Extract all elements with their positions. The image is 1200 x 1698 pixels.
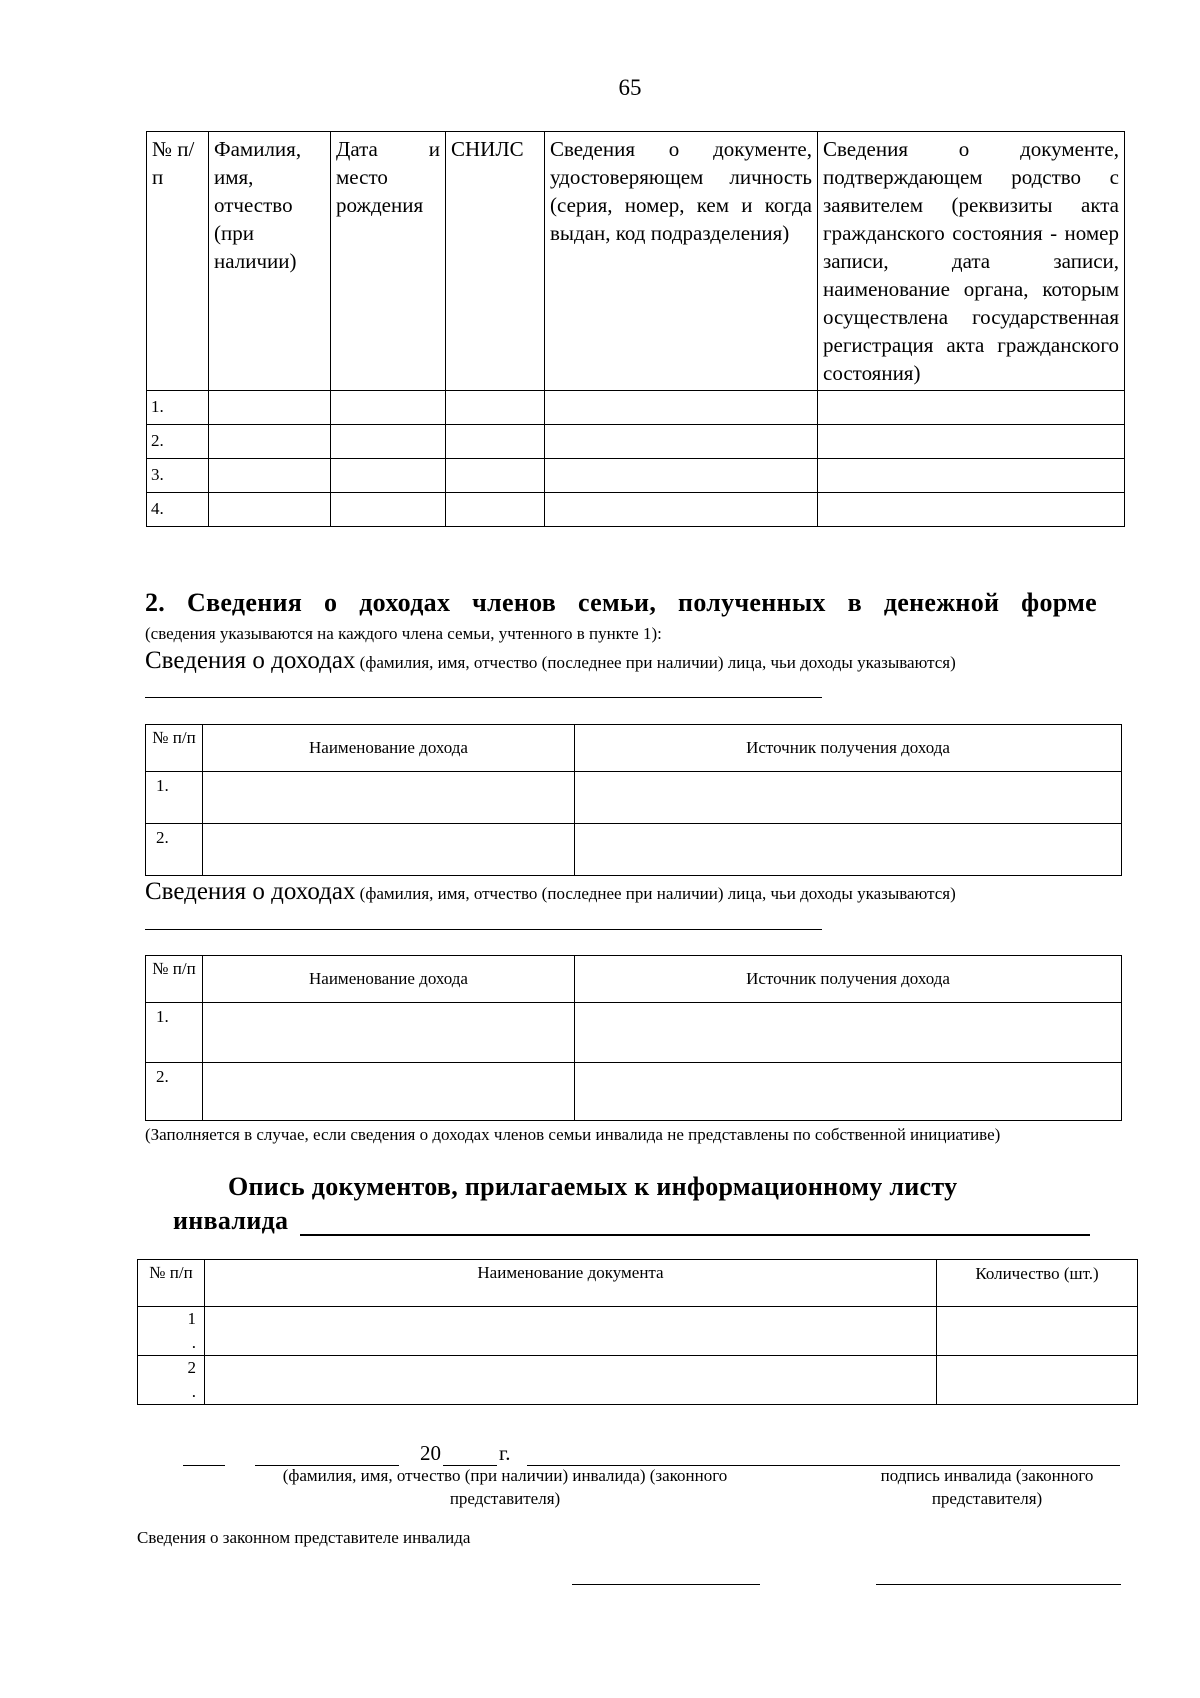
row-number-dot: . [191,1333,196,1352]
table-cell[interactable] [209,459,331,493]
income-table [145,955,1122,1121]
row-number-value: 2 [187,1358,196,1377]
table-cell[interactable] [209,425,331,459]
table-cell[interactable] [203,1063,575,1121]
day-line[interactable] [183,1465,225,1466]
income-label-title: Сведения о доходах [145,647,356,674]
table-cell[interactable] [937,1356,1138,1405]
table-cell[interactable] [209,391,331,425]
table-cell[interactable] [446,425,545,459]
table-cell[interactable] [818,425,1125,459]
legal-representative-label: Сведения о законном представителе инвалида [137,1528,471,1547]
income-label [145,647,956,675]
income-person-name-line[interactable] [145,929,822,930]
table-header-row [138,1260,1138,1307]
income-label-caption: (фамилия, имя, отчество (последнее при наличии) лица, чьи доходы указываются) [359,653,956,672]
table-row [138,1356,1138,1405]
header-cell-income-source: Источник получения дохода [575,725,1122,772]
table-row [146,772,1122,824]
year-suffix: г. [499,1441,511,1465]
header-cell-number: № п/п [147,132,209,391]
table-cell[interactable] [545,493,818,527]
table-cell[interactable] [818,493,1125,527]
header-cell-kinship-document: Сведения о документе, подтверждающем родство с заявителем (реквизиты акта гражданского состояния - номер записи, дата записи, наименование органа, которым осуществлена государственная регистрация акта гражданского состояния) [818,132,1125,391]
header-cell-income-name: Наименование дохода [203,956,575,1003]
table-header-row [147,132,1125,391]
row-number-value: 1 [187,1309,196,1328]
inventory-title-line2: инвалида [173,1206,289,1235]
row-number: 1. [146,772,203,824]
fio-caption: (фамилия, имя, отчество (при наличии) инвалида) (законного представителя) [282,1466,728,1508]
table-cell[interactable] [818,459,1125,493]
family-members-table [146,131,1125,527]
legal-rep-line-1[interactable] [572,1584,760,1585]
income-label [145,878,956,906]
fill-note: (Заполняется в случае, если сведения о доходах членов семьи инвалида не представлены по собственной инициативе) [145,1125,1001,1144]
table-row [146,1003,1122,1063]
table-cell[interactable] [446,391,545,425]
income-label-title: Сведения о доходах [145,878,356,905]
table-row [147,459,1125,493]
row-number [138,1307,205,1356]
section-2-note: (сведения указываются на каждого члена семьи, учтенного в пункте 1): [145,624,662,643]
table-cell[interactable] [575,772,1122,824]
row-number: 1. [147,391,209,425]
table-cell[interactable] [575,1003,1122,1063]
table-row [147,391,1125,425]
row-number: 1. [146,1003,203,1063]
table-cell[interactable] [545,425,818,459]
row-number: 2. [146,824,203,876]
table-cell[interactable] [203,1003,575,1063]
row-number: 2. [146,1063,203,1121]
table-cell[interactable] [203,772,575,824]
table-cell[interactable] [205,1356,937,1405]
table-cell[interactable] [203,824,575,876]
table-cell[interactable] [446,459,545,493]
header-cell-number: № п/п [146,956,203,1003]
table-cell[interactable] [331,391,446,425]
table-cell[interactable] [209,493,331,527]
table-cell[interactable] [545,391,818,425]
table-cell[interactable] [331,459,446,493]
table-row [147,425,1125,459]
page-number: 65 [618,75,642,100]
header-cell-quantity: Количество (шт.) [937,1260,1138,1307]
row-number: 2. [147,425,209,459]
table-row [138,1307,1138,1356]
table-row [147,493,1125,527]
inventory-table [137,1259,1138,1405]
table-cell[interactable] [937,1307,1138,1356]
table-cell[interactable] [545,459,818,493]
header-cell-snils: СНИЛС [446,132,545,391]
table-cell[interactable] [575,1063,1122,1121]
table-cell[interactable] [575,824,1122,876]
table-cell[interactable] [205,1307,937,1356]
row-number: 4. [147,493,209,527]
header-cell-document-name: Наименование документа [205,1260,937,1307]
header-cell-birth: Дата и место рождения [331,132,446,391]
income-label-caption: (фамилия, имя, отчество (последнее при наличии) лица, чьи доходы указываются) [359,884,956,903]
header-cell-number: № п/п [146,725,203,772]
table-cell[interactable] [331,425,446,459]
inventory-title: Опись документов, прилагаемых к информационному листу [228,1172,958,1201]
row-number: 3. [147,459,209,493]
table-row [146,1063,1122,1121]
table-cell[interactable] [331,493,446,527]
income-person-name-line[interactable] [145,697,822,698]
row-number [138,1356,205,1405]
header-cell-fio: Фамилия, имя, отчество (при наличии) [209,132,331,391]
income-table [145,724,1122,876]
header-cell-number: № п/п [138,1260,205,1307]
section-2-title: 2. Сведения о доходах членов семьи, полученных в денежной форме [145,588,1097,617]
table-header-row [146,956,1122,1003]
year-prefix: 20 [420,1441,441,1465]
table-cell[interactable] [818,391,1125,425]
header-cell-income-name: Наименование дохода [203,725,575,772]
row-number-dot: . [191,1382,196,1401]
table-cell[interactable] [446,493,545,527]
disabled-person-name-line[interactable] [300,1234,1090,1236]
header-cell-income-source: Источник получения дохода [575,956,1122,1003]
table-header-row [146,725,1122,772]
legal-rep-line-2[interactable] [876,1584,1121,1585]
table-row [146,824,1122,876]
header-cell-identity-document: Сведения о документе, удостоверяющем личность (серия, номер, кем и когда выдан, код подразделения) [545,132,818,391]
signature-caption: подпись инвалида (законного представителя) [880,1466,1094,1508]
